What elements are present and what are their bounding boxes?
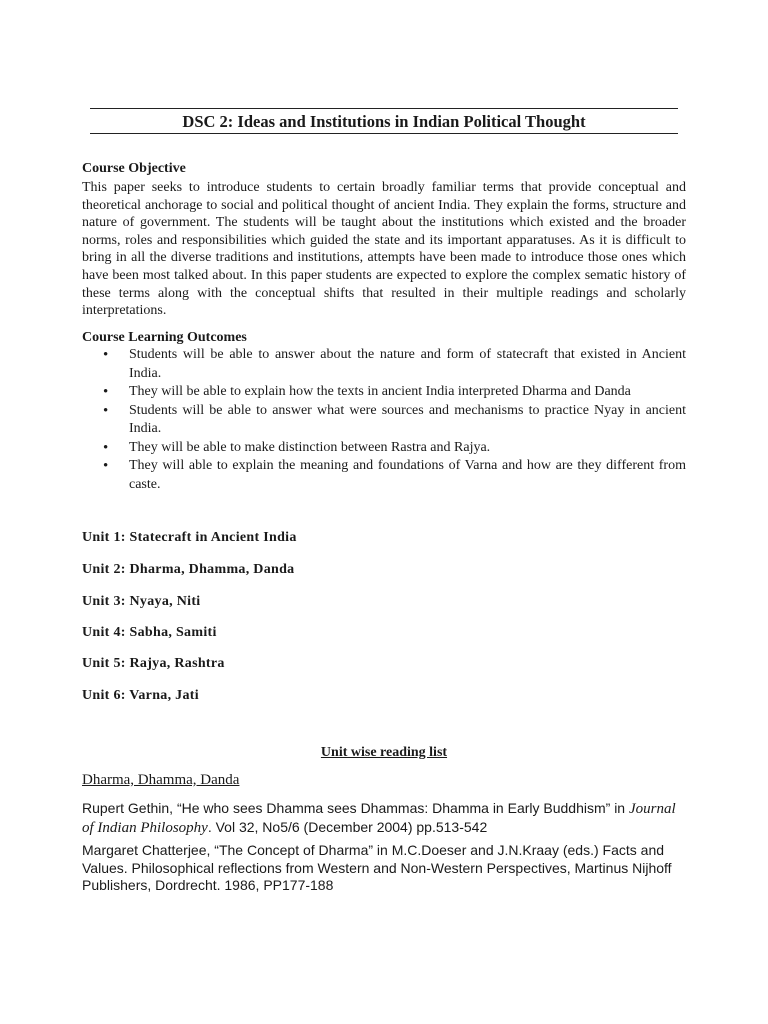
unit-6: Unit 6: Varna, Jati	[82, 688, 199, 703]
reference-text: Rupert Gethin, “He who sees Dhamma sees Dhammas: Dhamma in Early Buddhism” in	[82, 800, 629, 816]
unit-1: Unit 1: Statecraft in Ancient India	[82, 530, 297, 545]
unit-2: Unit 2: Dharma, Dhamma, Danda	[82, 562, 295, 577]
learning-outcomes-list	[82, 346, 686, 494]
course-objective-paragraph	[82, 179, 686, 320]
list-item: • They will be able to explain how the texts in ancient India interpreted Dharma and Danda	[82, 383, 686, 402]
reference-2	[82, 842, 688, 895]
list-item: • Students will be able to answer what were sources and mechanisms to practice Nyay in ancient India.	[82, 402, 686, 439]
list-item: • They will be able to make distinction between Rastra and Rajya.	[82, 439, 686, 458]
reference-journal: Journal of Indian Philosophy	[82, 801, 676, 836]
course-objective-heading: Course Objective	[82, 161, 186, 176]
objective-line: expected to explore the complex sematic history of these terms along with the conceptual shifts	[82, 267, 686, 301]
reference-text: . Vol 32, No5/6 (December 2004) pp.513-542	[207, 818, 488, 835]
objective-line: been made to introduce those ones which have been most talked about. In this paper students are	[82, 250, 686, 283]
unit-3: Unit 3: Nyaya, Niti	[82, 594, 201, 609]
objective-line: apparatuses. As it is difficult to bring in all the diverse traditions and institutions, attempts have	[82, 232, 686, 266]
reading-list-subheading: Dharma, Dhamma, Danda	[82, 772, 240, 788]
title-block	[90, 108, 678, 134]
objective-line: that resulted in their multiple readings and scholarly interpretations.	[82, 285, 686, 319]
objective-line: This paper seeks to introduce students to certain broadly familiar terms that provide conceptual	[82, 180, 659, 195]
page-title: DSC 2: Ideas and Institutions in Indian Political Thought	[182, 112, 586, 131]
objective-line: structure and nature of government. The students will be taught about the institutions which existed	[82, 197, 687, 231]
learning-outcomes-heading: Course Learning Outcomes	[82, 330, 247, 345]
list-item: • They will able to explain the meaning and foundations of Varna and how are they different from caste.	[82, 457, 686, 494]
unit-4: Unit 4: Sabha, Samiti	[82, 625, 217, 640]
reference-text: Margaret Chatterjee, “The Concept of Dharma” in M.C.Doeser and J.N.Kraay (eds.) Facts and Values. Philosophical reflections from Western and Non-Western Perspectives, Martinus Nijhoff Publishers, Dordrecht. 1986, PP177-188	[82, 842, 672, 893]
reference-1	[82, 800, 688, 837]
objective-line: and theoretical anchorage to social and political thought of ancient India. They explain the forms,	[82, 180, 687, 213]
unit-5: Unit 5: Rajya, Rashtra	[82, 656, 225, 671]
reading-list-heading: Unit wise reading list	[320, 745, 448, 760]
objective-line: and the broader norms, roles and responsibilities which guided the state and its important	[82, 215, 686, 248]
list-item: • Students will be able to answer about the nature and form of statecraft that existed in Ancient India.	[82, 346, 686, 383]
